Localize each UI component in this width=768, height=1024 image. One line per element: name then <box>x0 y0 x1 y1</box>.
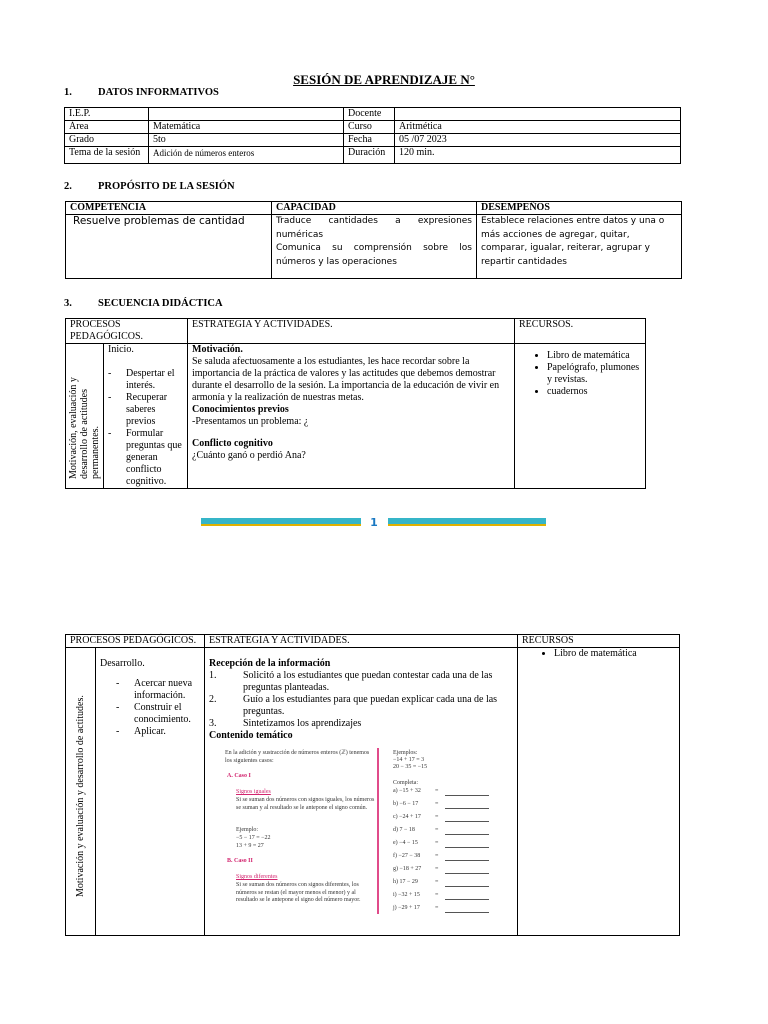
recursos-list <box>519 350 641 398</box>
vertical-label: Motivación, evaluación y desarrollo de actitudes permanentes. <box>68 377 101 479</box>
caso-2-heading: B. Caso II <box>227 858 253 864</box>
estrategia-header: ESTRATEGIA Y ACTIVIDADES. <box>188 319 515 344</box>
desarrollo-label: Desarrollo. <box>100 658 145 669</box>
ejercicio-row <box>393 827 513 835</box>
equals-sign: = <box>435 827 439 833</box>
conflicto-text: ¿Cuánto ganó o perdió Ana? <box>192 450 306 461</box>
paso-1 <box>209 670 513 694</box>
textbook-excerpt <box>225 744 510 914</box>
inicio-list <box>108 368 183 488</box>
recursos-list-2 <box>522 648 675 660</box>
recursos-header: RECURSOS. <box>515 319 646 344</box>
answer-line[interactable] <box>445 795 489 796</box>
fecha-label: Fecha <box>344 134 395 147</box>
recepcion-heading: Recepción de la información <box>209 658 331 669</box>
tema-value: Adición de números enteros <box>149 147 344 164</box>
curso-label: Curso <box>344 121 395 134</box>
recurso-item-3: • cuadernos <box>547 386 641 398</box>
equals-sign: = <box>435 892 439 898</box>
answer-line[interactable] <box>445 860 489 861</box>
ejercicio-h: h) 17 − 29 <box>393 879 418 885</box>
ejercicio-b: b) −6 − 17 <box>393 801 419 807</box>
section-2-number: 2. <box>64 181 72 192</box>
datos-table <box>64 107 681 164</box>
ejercicio-d: d) 7 − 18 <box>393 827 415 833</box>
caso-1-heading: A. Caso I <box>227 773 251 779</box>
capacidad-cell <box>272 215 477 279</box>
paso-3-num: 3. <box>209 718 217 729</box>
ejemplo-1: −5 − 17 = −22 <box>236 835 271 841</box>
duracion-value: 120 min. <box>395 147 681 164</box>
curso-value: Aritmética <box>395 121 681 134</box>
motivacion-text: Se saluda afectuosamente a los estudiantes, les hace recordar sobre la importancia de la práctica de valores y las actitudes que debemos demostrar durante el desarrollo de la sesión. La importancia de la educación de vivir en armonía y la realización de nuestras metas. <box>192 356 500 403</box>
conocimientos-text: -Presentamos un problema: ¿ <box>192 416 309 427</box>
ejercicio-c: c) −24 + 17 <box>393 814 421 820</box>
desarrollo-list <box>116 678 200 738</box>
answer-line[interactable] <box>445 847 489 848</box>
paso-2-text: Guío a los estudiantes para que puedan explicar cada una de las preguntas. <box>243 694 498 717</box>
conflicto-heading: Conflicto cognitivo <box>192 438 273 449</box>
capacidad-item-1: Traduce cantidades a expresiones numéricas <box>276 216 472 240</box>
recursos-cell-2 <box>518 648 680 936</box>
desarrollo-item-1: - Acercar nueva información. <box>116 678 200 702</box>
area-value: Matemática <box>149 121 344 134</box>
desempenos-header: DESEMPEÑOS <box>477 202 682 215</box>
duracion-label: Duración <box>344 147 395 164</box>
section-2-heading <box>64 181 235 192</box>
equals-sign: = <box>435 853 439 859</box>
ejercicio-row <box>393 814 513 822</box>
ejercicio-g: g) −18 + 27 <box>393 866 422 872</box>
ejercicio-row <box>393 879 513 887</box>
inicio-label: Inicio. <box>108 344 134 355</box>
paso-2 <box>209 694 513 718</box>
ejemplos-heading: Ejemplos: <box>393 750 418 756</box>
caso-1-text: Si se suman dos números con signos iguales, los números se suman y al resultado se le antepone el signo común. <box>236 797 375 811</box>
estrategia-header-2: ESTRATEGIA Y ACTIVIDADES. <box>205 635 518 648</box>
ejercicio-row <box>393 905 513 913</box>
section-3-number: 3. <box>64 298 72 309</box>
ejercicio-f: f) −27 − 38 <box>393 853 421 859</box>
page-number: 1 <box>370 516 378 529</box>
answer-line[interactable] <box>445 886 489 887</box>
equals-sign: = <box>435 788 439 794</box>
estrategia-cell <box>188 344 515 489</box>
page-title: SESIÓN DE APRENDIZAJE N° <box>293 72 475 87</box>
motivacion-heading: Motivación. <box>192 344 243 355</box>
area-label: Área <box>65 121 149 134</box>
fecha-value: 05 /07 2023 <box>395 134 681 147</box>
equals-sign: = <box>435 801 439 807</box>
recurso-item-2: • Papelógrafo, plumones y revistas. <box>547 362 641 386</box>
competencia-header: COMPETENCIA <box>66 202 272 215</box>
desarrollo-cell <box>96 648 205 936</box>
iep-value <box>149 108 344 121</box>
answer-line[interactable] <box>445 873 489 874</box>
ejercicio-j: j) −29 + 17 <box>393 905 420 911</box>
grado-label: Grado <box>65 134 149 147</box>
recursos-header-2: RECURSOS <box>518 635 680 648</box>
paso-1-text: Solicitó a los estudiantes que puedan contestar cada una de las preguntas planteadas. <box>243 670 493 693</box>
equals-sign: = <box>435 905 439 911</box>
footer-bar-left <box>201 518 361 526</box>
answer-line[interactable] <box>445 808 489 809</box>
equals-sign: = <box>435 866 439 872</box>
answer-line[interactable] <box>445 899 489 900</box>
answer-line[interactable] <box>445 912 489 913</box>
inicio-item-3: - Formular preguntas que generan conflicto cognitivo. <box>108 428 183 488</box>
section-1-heading <box>64 87 219 98</box>
section-3-title: SECUENCIA DIDÁCTICA <box>98 298 223 309</box>
answer-line[interactable] <box>445 821 489 822</box>
secuencia-table-1 <box>65 318 646 489</box>
capacidad-item-2: Comunica su comprensión sobre los números y las operaciones <box>276 243 472 267</box>
recurso-item-1: • Libro de matemática <box>547 350 641 362</box>
desarrollo-item-2: - Construir el conocimiento. <box>116 702 200 726</box>
desarrollo-item-3: - Aplicar. <box>116 726 200 738</box>
pasos-list <box>209 670 513 730</box>
section-2-title: PROPÓSITO DE LA SESIÓN <box>98 181 235 192</box>
section-1-title: DATOS INFORMATIVOS <box>98 87 219 98</box>
ejemplo-2: 13 + 9 = 27 <box>236 843 264 849</box>
caso-2-text: Si se suman dos números con signos diferentes, los números se restan (el mayor menos el menor) y al resultado se le antepone el signo del número mayor. <box>236 882 361 903</box>
ejercicio-row <box>393 801 513 809</box>
caso-1-subheading: Signos iguales <box>236 789 271 795</box>
tema-label: Tema de la sesión <box>65 147 149 164</box>
ejercicio-row <box>393 892 513 900</box>
docente-value <box>395 108 681 121</box>
footer-bar-right <box>388 518 546 526</box>
ejercicio-row <box>393 853 513 861</box>
ejercicio-e: e) −4 − 15 <box>393 840 418 846</box>
paso-3 <box>209 718 513 730</box>
competencia-cell: Resuelve problemas de cantidad <box>66 215 272 279</box>
contenido-heading: Contenido temático <box>209 730 293 741</box>
conocimientos-heading: Conocimientos previos <box>192 404 289 415</box>
ejercicio-a: a) −15 + 32 <box>393 788 421 794</box>
textbook-intro: En la adición y sustracción de números enteros (ℤ) tenemos los siguientes casos: <box>225 750 370 764</box>
grado-value: 5to <box>149 134 344 147</box>
inicio-item-2: - Recuperar saberes previos <box>108 392 183 428</box>
vertical-label-2: Motivación y evaluación y desarrollo de actitudes. <box>75 694 86 897</box>
iep-label: I.E.P. <box>65 108 149 121</box>
paso-1-num: 1. <box>209 670 217 681</box>
ejercicio-i: i) −32 + 15 <box>393 892 420 898</box>
equals-sign: = <box>435 879 439 885</box>
section-3-heading <box>64 298 223 309</box>
ejercicio-row <box>393 788 513 796</box>
ejemplos-1: −14 + 17 = 3 <box>393 757 425 763</box>
paso-2-num: 2. <box>209 694 217 705</box>
completa-heading: Completa: <box>393 780 418 786</box>
desempenos-cell: Establece relaciones entre datos y una o más acciones de agregar, quitar, comparar, igualar, reiterar, agrupar y repartir cantidades <box>477 215 682 279</box>
textbook-divider <box>377 748 379 914</box>
vertical-label-cell <box>66 344 104 489</box>
ejercicio-row <box>393 840 513 848</box>
recurso-2-item-1: • Libro de matemática <box>554 648 675 660</box>
capacidad-header: CAPACIDAD <box>272 202 477 215</box>
procesos-header: PROCESOS PEDAGÓGICOS. <box>66 319 188 344</box>
procesos-header-2: PROCESOS PEDAGÓGICOS. <box>66 635 205 648</box>
inicio-cell <box>104 344 188 489</box>
inicio-item-1: - Despertar el interés. <box>108 368 183 392</box>
ejercicio-row <box>393 866 513 874</box>
section-1-number: 1. <box>64 87 72 98</box>
ejemplos-2: 20 − 35 = −15 <box>393 764 428 770</box>
ejemplo-heading: Ejemplo: <box>236 827 258 833</box>
equals-sign: = <box>435 840 439 846</box>
paso-3-text: Sintetizamos los aprendizajes <box>243 718 362 729</box>
answer-line[interactable] <box>445 834 489 835</box>
proposito-table <box>65 201 682 279</box>
vertical-label-cell-2 <box>66 648 96 936</box>
equals-sign: = <box>435 814 439 820</box>
caso-2-subheading: Signos diferentes <box>236 874 278 880</box>
docente-label: Docente <box>344 108 395 121</box>
recursos-cell <box>515 344 646 489</box>
